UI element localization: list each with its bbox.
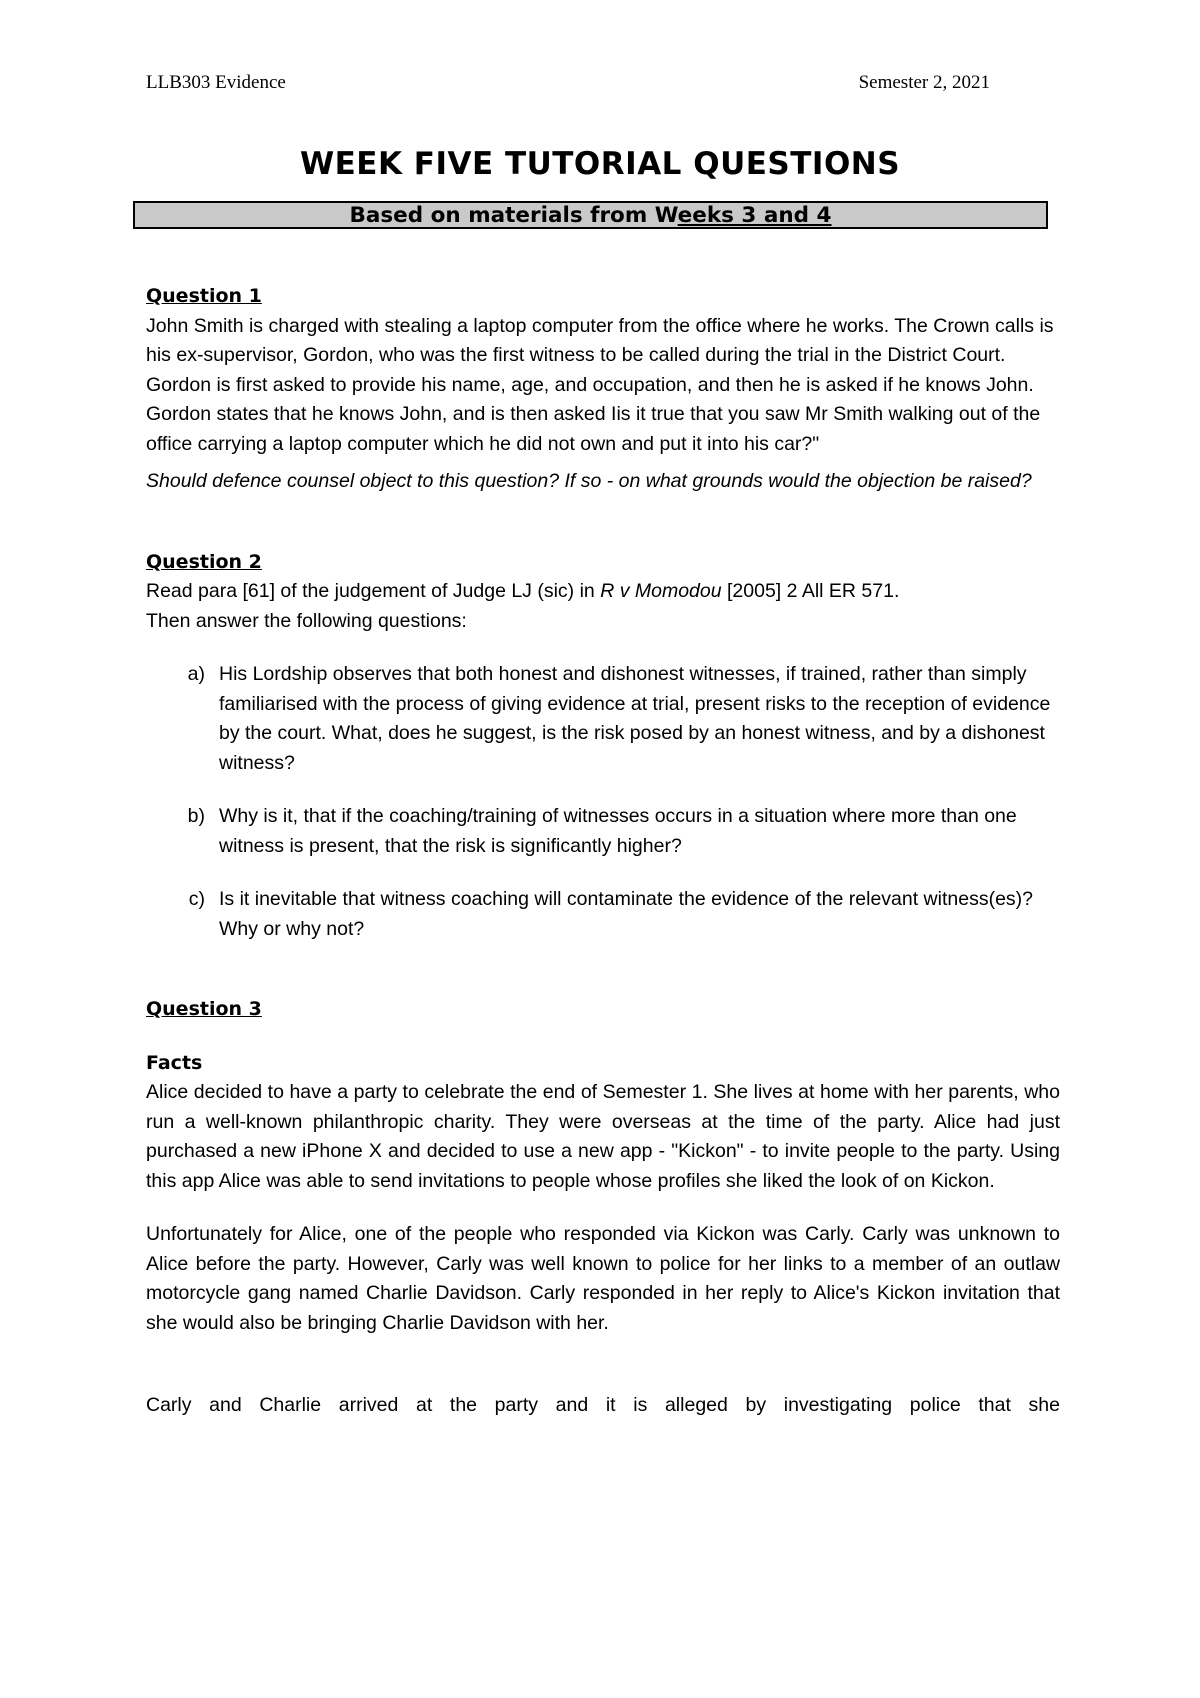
facts-paragraph-3: Carly and Charlie arrived at the party and it is alleged by investigating police that she: [146, 1394, 1060, 1416]
page-title: WEEK FIVE TUTORIAL QUESTIONS: [299, 146, 901, 182]
question-3-heading: Question 3: [146, 998, 262, 1020]
case-citation-reference: [2005] 2 All ER 571.: [721, 580, 900, 602]
header-course: LLB303 Evidence: [146, 72, 286, 93]
list-marker: a): [187, 663, 205, 685]
list-item-text: Why is it, that if the coaching/training of witnesses occurs in a situation where more than one witness is present, that the risk is significantly higher?: [219, 805, 1017, 857]
facts-heading: Facts: [146, 1051, 203, 1074]
question-1: [146, 282, 1060, 497]
list-item: [146, 660, 1060, 778]
case-citation-name: R v Momodou: [600, 580, 722, 602]
subtitle-text: Based on materials from W: [349, 203, 678, 228]
subtitle-underlined-text: eeks 3 and 4: [677, 203, 832, 228]
question-2-intro: [146, 577, 1060, 607]
subtitle-banner: [133, 201, 1048, 229]
list-item: [146, 885, 1060, 944]
list-item-text: Is it inevitable that witness coaching will contaminate the evidence of the relevant witness(es)? Why or why not?: [219, 888, 1034, 940]
list-item: [146, 802, 1060, 861]
question-1-body: John Smith is charged with stealing a laptop computer from the office where he works. The Crown calls is his ex-supervisor, Gordon, who was the first witness to be called during the trial in the District Court. Gordon is first asked to provide his name, age, and occupation, and then he is asked if he knows John. Gordon states that he knows John, and is then asked Iis it true that you saw Mr Smith walking out of the office carrying a laptop computer which he did not own and put it into his car?": [146, 314, 1054, 455]
list-marker: b): [187, 805, 205, 827]
question-2-subquestions: [146, 660, 1060, 944]
question-2-heading: Question 2: [146, 550, 262, 573]
list-marker: c): [188, 888, 205, 910]
question-2-intro-text: Read para [61] of the judgement of Judge LJ (sic) in: [146, 580, 601, 602]
facts-paragraph-2: Unfortunately for Alice, one of the people who responded via Kickon was Carly. Carly was unknown to Alice before the party. However, Carly was well known to police for her links to a member of an outlaw motorcycle gang named Charlie Davidson. Carly responded in her reply to Alice's Kickon invitation that she would also be bringing Charlie Davidson with her.: [146, 1223, 1060, 1334]
list-item-text: His Lordship observes that both honest and dishonest witnesses, if trained, rather than simply familiarised with the process of giving evidence at trial, present risks to the reception of evidence by the court. What, does he suggest, is the risk posed by an honest witness, and by a dishonest witness?: [219, 663, 1051, 774]
running-header: [146, 72, 990, 94]
header-semester: Semester 2, 2021: [858, 72, 990, 93]
question-3: [146, 995, 1060, 1421]
question-2-instruction: Then answer the following questions:: [146, 609, 467, 632]
facts-paragraph-1: Alice decided to have a party to celebrate the end of Semester 1. She lives at home with her parents, who run a well-known philanthropic charity. They were overseas at the time of the party. Alice had just purchased a new iPhone X and decided to use a new app - "Kickon" - to invite people to the party. Using this app Alice was able to send invitations to people whose profiles she liked the look of on Kickon.: [146, 1081, 1060, 1192]
question-1-prompt: Should defence counsel object to this question? If so - on what grounds would the objection be raised?: [146, 470, 1032, 492]
document-body: [146, 282, 1060, 1421]
question-1-heading: Question 1: [146, 285, 262, 307]
question-2: [146, 548, 1060, 945]
